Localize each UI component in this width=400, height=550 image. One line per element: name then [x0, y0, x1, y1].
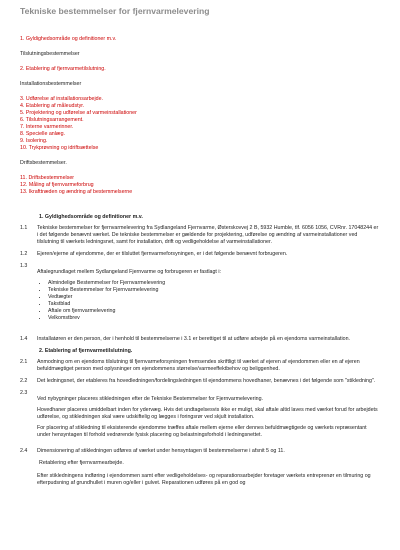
list-item: • Velkomstbrev	[48, 315, 380, 322]
toc-heading-installation: Installationsbestemmelser	[20, 81, 82, 88]
section-1-heading: 1. Gyldighedsområde og definitioner m.v.	[39, 214, 143, 221]
toc-group-tilslutning	[20, 66, 380, 73]
paragraph-number: 2.3	[20, 389, 28, 396]
toc-group-general	[20, 36, 380, 43]
list-item: • Takstblad	[48, 301, 380, 308]
paragraph-text: Ejeren/ejerne af ejendomme, der er tilsluttet fjernvarmeforsyningen, er i det følgende benævnt forbrugeren.	[37, 251, 288, 258]
paragraph-1-1	[20, 225, 380, 246]
paragraph-text: Ved nybygninger placeres stikledningen efter de Tekniske Bestemmelser for Fjernvarmelevering.	[37, 395, 264, 402]
paragraph-text: Tekniske bestemmelser for fjernvarmelevering fra Sydlangeland Fjernvarme, Østerskovvej 2 B, 5932 Humble, tlf. 6056 1056, CVRnr. 17048244 er i det følgende benævnt værket. De tekniske bestemmelser er gældende for projektering, udførelse og ændring af varmeinstallationer ved tilslutning til værkets ledningsnet, samt for installation, drift og vedligeholdelse af varmeinstallationer.	[37, 225, 379, 246]
agreement-documents-list	[37, 280, 380, 322]
paragraph-number: 1.3	[20, 263, 28, 270]
paragraph-number: 2.1	[20, 358, 28, 365]
toc-link-3[interactable]: 3. Udførelse af installationsarbejde.	[20, 96, 104, 103]
document-title: Tekniske bestemmelser for fjernvarmelevering	[20, 6, 210, 16]
toc-link-9[interactable]: 9. Isolering.	[20, 138, 48, 145]
toc-link-4[interactable]: 4. Etablering af måleudstyr.	[20, 103, 85, 110]
subsection-heading: Retablering efter fjernvarmearbejde.	[39, 459, 124, 466]
paragraph-text: Dimensionering af stikledningen udføres af værket under hensyntagen til bestemmelserne i afsnit 5 og 11.	[37, 447, 285, 454]
list-item: • Vedtægter	[48, 294, 380, 301]
paragraph-2-1	[20, 359, 380, 373]
paragraph-number: 2.4	[20, 447, 28, 454]
paragraph-number: 1.2	[20, 251, 28, 258]
paragraph-1-2	[20, 251, 380, 258]
toc-link-11[interactable]: 11. Driftsbestemmelser	[20, 175, 75, 182]
paragraph-text: Det ledningsnet, der etableres fra hovedledningen/fordelingsledningen til ejendommens hovedhaner, benævnes i det følgende som "stikledning".	[37, 377, 376, 384]
paragraph-text: Hovedhaner placeres umiddelbart inden for ydervæg. Hvis det undtagelsesvis ikke er muligt, skal aftale altid laves med værket forud for arbejdets udførelse, og stikledningen skal være udskiftelig og lægges i foringsrør ved skjult installation.	[37, 406, 378, 420]
toc-group-installation	[20, 96, 380, 152]
paragraph-text: Aftalegrundlaget mellem Sydlangeland Fjernvarme og forbrugeren er fastlagt i:	[37, 269, 222, 276]
toc-link-1[interactable]: 1. Gyldighedsområde og definitioner m.v.	[20, 36, 117, 43]
paragraph-1-3	[20, 263, 380, 326]
list-item: • Aftale om fjernvarmelevering	[48, 308, 380, 315]
toc-heading-tilslutning: Tilslutningsbestemmelser	[20, 51, 80, 58]
toc-link-2[interactable]: 2. Etablering af fjernvarmetilslutning.	[20, 66, 106, 73]
toc-link-5[interactable]: 5. Projektering og udførelse af varmeinstallationer	[20, 110, 137, 117]
toc-link-12[interactable]: 12. Måling af fjernvarmeforbrug	[20, 182, 94, 189]
toc-link-7[interactable]: 7. Interne varmerinner.	[20, 124, 74, 131]
paragraph-2-2	[20, 378, 380, 385]
toc-heading-drift: Driftsbestemmelser.	[20, 160, 67, 167]
paragraph-text: For placering af stikledning til eksisterende ejendomme træffes aftale mellem ejerne eller dennes befuldmægtigede og værkets repræsentant under hensyntagen til forhold vedrørende fysisk placering og belastningsforhold i ledningsnettet.	[37, 424, 367, 438]
list-item: • Almindelige Bestemmelser for Fjernvarmelevering	[48, 280, 380, 287]
toc-link-6[interactable]: 6. Tilslutningsarrangement.	[20, 117, 84, 124]
toc-link-10[interactable]: 10. Trykprøvning og idriftsættelse	[20, 145, 99, 152]
paragraph-text: Installatøren er den person, der i henhold til bestemmelserne i 3.1 er berettiget til at udføre arbejde på en ejendoms varmeinstallation.	[37, 336, 350, 343]
toc-link-13[interactable]: 13. Ikrafttræden og ændring af bestemmelserne	[20, 189, 133, 196]
toc-link-8[interactable]: 8. Specielle anlæg.	[20, 131, 66, 138]
paragraph-2-4	[20, 448, 380, 455]
paragraph-number: 1.1	[20, 225, 28, 232]
paragraph-1-4	[20, 336, 380, 343]
section-2-heading: 2. Etablering af fjernvarmetilslutning.	[39, 348, 133, 354]
paragraph-text: Anmodning om en ejendoms tilslutning til fjernvarmeforsyningen fremsendes skriftligt til værket af ejeren af ejendommen eller en af ejeren befuldmægtiget person med oplysninger om ejendommens størrelse/varmeeffektbehov og beliggenhed.	[37, 358, 360, 372]
paragraph-number: 1.4	[20, 336, 28, 343]
table-of-contents	[20, 36, 380, 196]
paragraph-number: 2.2	[20, 377, 28, 384]
toc-group-drift	[20, 175, 380, 196]
paragraph-2-3	[20, 390, 380, 443]
subsection-text: Efter stikledningens indføring i ejendommen samt efter vedligeholdelses- og reparationsarbejder foretager værkets entreprenør en tilmuring og efterpudsning af grundhullet i muren og/eller i gulvet. Reparationen udføres på en god og	[37, 472, 371, 486]
list-item: • Tekniske Bestemmelser for Fjernvarmelevering	[48, 287, 380, 294]
